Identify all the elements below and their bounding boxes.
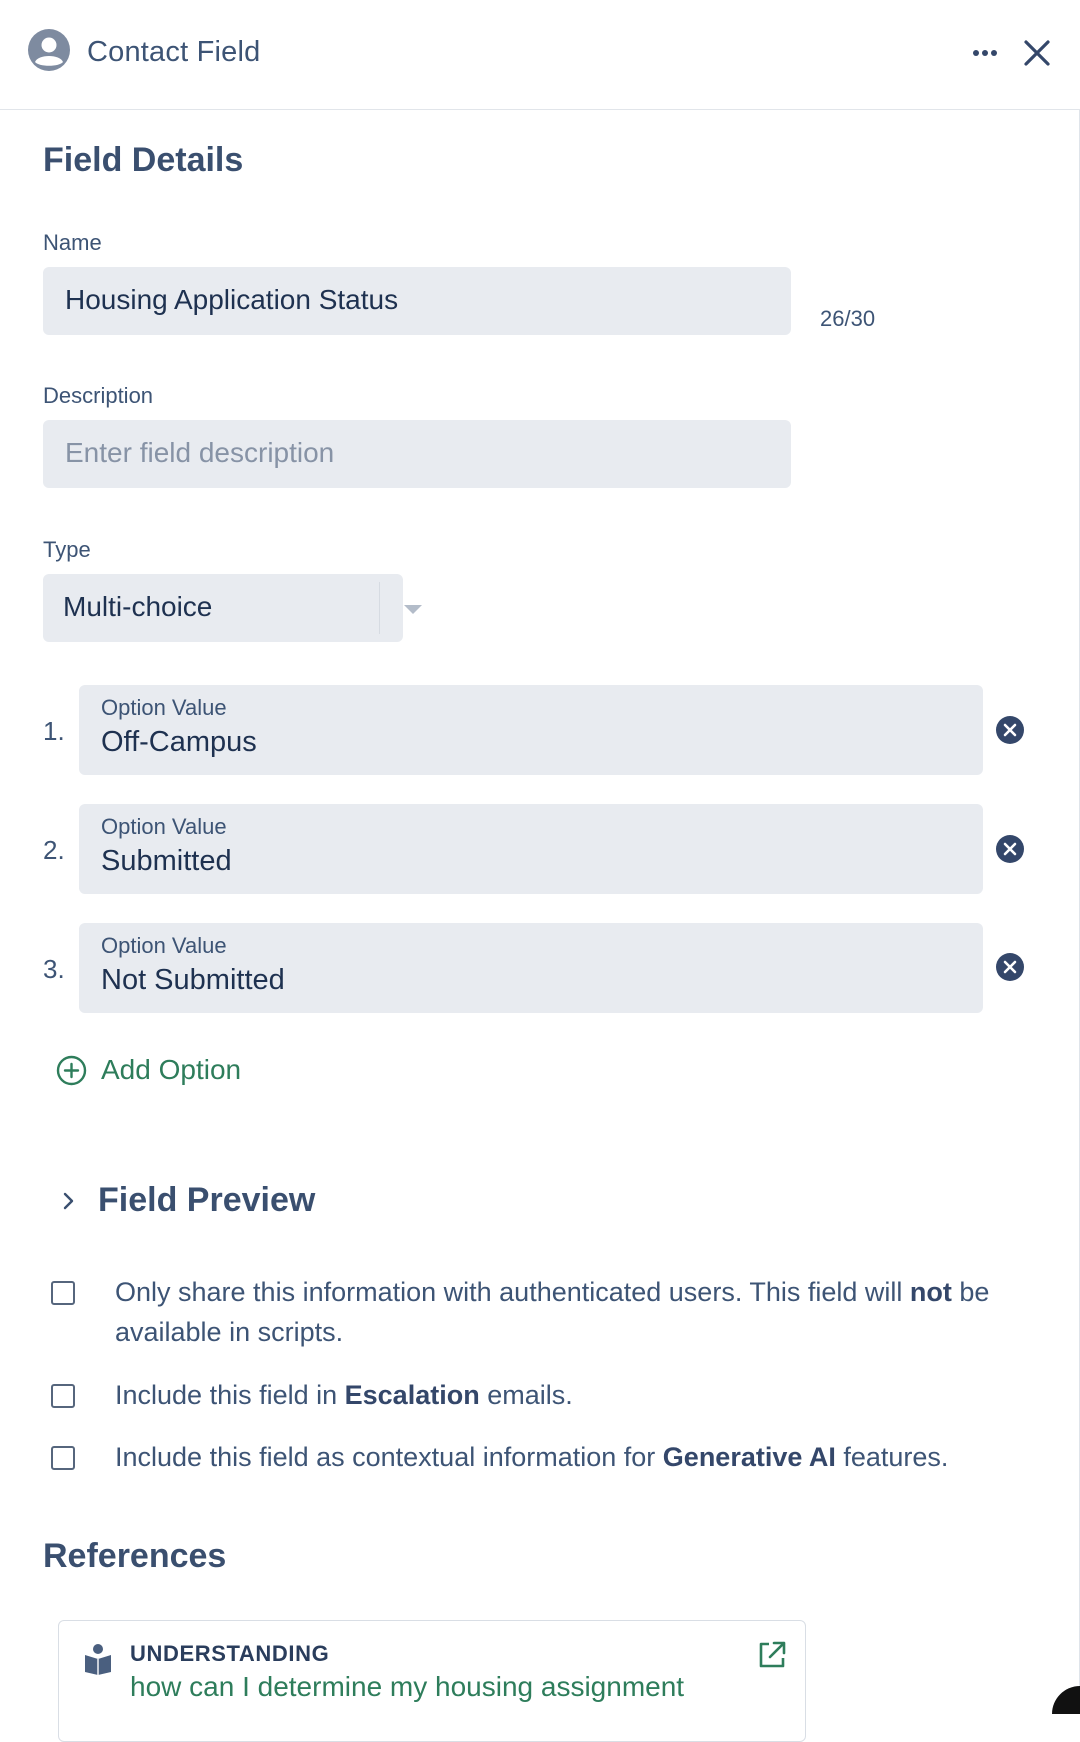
add-option-button[interactable] xyxy=(56,1052,241,1088)
description-placeholder: Enter field description xyxy=(65,437,335,468)
option-value-input[interactable] xyxy=(79,685,983,775)
add-option-label: Add Option xyxy=(101,1054,242,1085)
chevron-right-icon xyxy=(60,1190,78,1212)
close-icon[interactable] xyxy=(1018,34,1056,72)
option-value-label: Option Value xyxy=(101,695,227,720)
option-value-input[interactable] xyxy=(79,923,983,1013)
option-number: 1. xyxy=(43,716,65,746)
remove-option-icon[interactable] xyxy=(995,952,1025,982)
field-preview-heading: Field Preview xyxy=(98,1181,316,1219)
type-select[interactable] xyxy=(43,574,403,642)
escalation-email-checkbox-label: Include this field in Escalation emails. xyxy=(115,1380,573,1410)
name-input-value: Housing Application Status xyxy=(65,284,399,315)
external-link-icon[interactable] xyxy=(756,1639,788,1671)
panel-header xyxy=(0,0,1080,110)
chevron-down-icon[interactable] xyxy=(404,605,422,614)
option-value-label: Option Value xyxy=(101,933,227,958)
reference-link-text[interactable]: how can I determine my housing assignment xyxy=(130,1671,685,1702)
auth-only-checkbox[interactable] xyxy=(51,1281,75,1305)
reference-kind: UNDERSTANDING xyxy=(130,1641,330,1666)
generative-ai-checkbox[interactable] xyxy=(51,1446,75,1470)
option-number: 2. xyxy=(43,835,65,865)
name-character-counter: 26/30 xyxy=(820,306,876,331)
select-divider xyxy=(379,582,380,634)
option-value-label: Option Value xyxy=(101,814,227,839)
panel-title: Contact Field xyxy=(87,36,261,68)
plus-circle-icon xyxy=(56,1055,87,1086)
option-value-text: Off-Campus xyxy=(101,726,257,758)
description-label: Description xyxy=(43,383,154,408)
user-circle-icon xyxy=(28,29,70,71)
option-value-text: Submitted xyxy=(101,845,232,877)
name-label: Name xyxy=(43,230,102,255)
description-input[interactable] xyxy=(43,420,791,488)
option-number: 3. xyxy=(43,954,65,984)
references-heading: References xyxy=(43,1537,227,1575)
reference-card[interactable] xyxy=(58,1620,806,1742)
window-corner xyxy=(1052,1686,1080,1714)
type-select-value: Multi-choice xyxy=(63,591,213,622)
field-details-heading: Field Details xyxy=(43,141,244,179)
remove-option-icon[interactable] xyxy=(995,834,1025,864)
more-horizontal-icon[interactable] xyxy=(968,36,1002,70)
generative-ai-checkbox-label: Include this field as contextual information for Generative AI features. xyxy=(115,1442,949,1472)
auth-only-checkbox-label: Only share this information with authenticated users. This field will not be available in scripts. xyxy=(115,1277,990,1347)
remove-option-icon[interactable] xyxy=(995,715,1025,745)
option-value-input[interactable] xyxy=(79,804,983,894)
book-reader-icon xyxy=(83,1643,113,1675)
escalation-email-checkbox[interactable] xyxy=(51,1384,75,1408)
type-label: Type xyxy=(43,537,91,562)
option-value-text: Not Submitted xyxy=(101,964,285,996)
field-preview-toggle[interactable] xyxy=(60,1181,315,1220)
name-input[interactable] xyxy=(43,267,791,335)
